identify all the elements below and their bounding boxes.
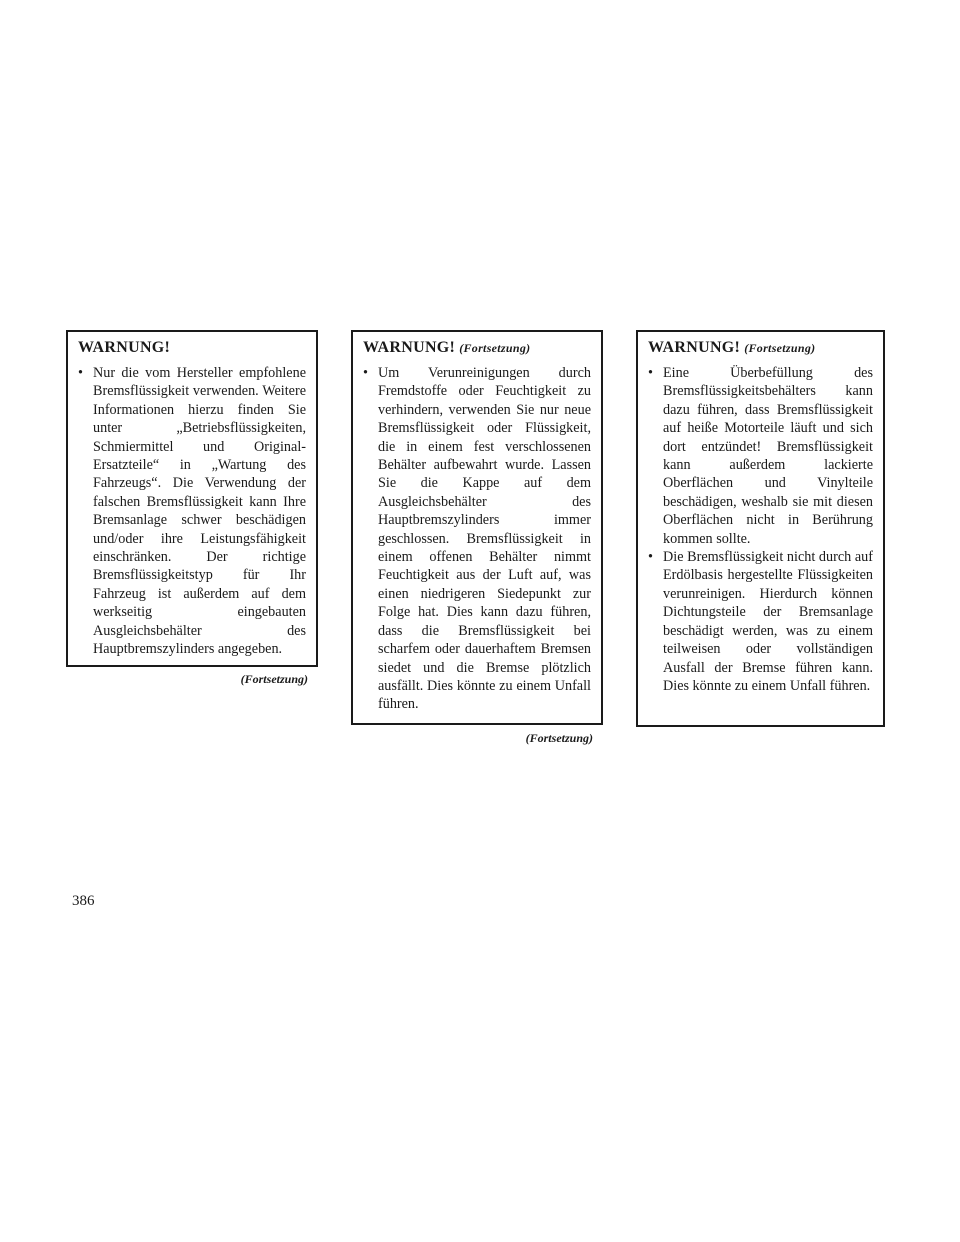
- warning-title: [78, 338, 306, 358]
- bullet-icon: •: [363, 365, 368, 381]
- warning-item: [648, 548, 873, 695]
- continued-note: (Fortsetzung): [525, 731, 593, 745]
- warning-item-text: Eine Überbefüllung des Bremsflüssigkeitsbehälters kann dazu führen, dass Bremsflüssigkeit auf heiße Motorteile läuft und sich dort entzündet! Bremsflüssigkeit kann außerdem lackierte Oberflächen und Vinylteile beschädigen, weshalb sie mit diesen Oberflächen nicht in Berührung kommen sollte.: [663, 365, 873, 547]
- warning-box-2: [351, 330, 603, 725]
- bullet-icon: •: [78, 365, 83, 381]
- bullet-icon: •: [648, 365, 653, 381]
- warning-item-text: Um Verunreinigungen durch Fremdstoffe oder Feuchtigkeit zu verhindern, verwenden Sie nur neue Bremsflüssigkeit oder Flüssigkeit, die in einem fest verschlossenen Behälter aufbewahrt wurde. Lassen Sie die Kappe auf dem Ausgleichsbehälter des Hauptbremszylinders immer geschlossen. Bremsflüssigkeit in einem offenen Behälter nimmt Feuchtigkeit aus der Luft auf, was einen niedrigeren Siedepunkt zur Folge hat. Dies kann dazu führen, dass die Bremsflüssigkeit bei scharfem oder dauerhaftem Bremsen siedet und die Bremse plötzlich ausfällt. Dies könnte zu einem Unfall führen.: [378, 365, 591, 713]
- warning-item-text: Nur die vom Hersteller empfohlene Bremsflüssigkeit verwenden. Weitere Informationen hierzu finden Sie unter „Betriebsflüssigkeiten, Schmiermittel und Original-Ersatzteile“ in „Wartung des Fahrzeugs“. Die Verwendung der falschen Bremsflüssigkeit kann Ihre Bremsanlage schwer beschädigen und/oder ihre Leistungsfähigkeit einschränken. Der richtige Bremsflüssigkeitstyp für Ihr Fahrzeug ist außerdem auf dem werkseitig eingebauten Ausgleichsbehälter des Hauptbremszylinders angegeben.: [93, 365, 306, 658]
- warning-box-1: [66, 330, 318, 667]
- warning-item: [648, 364, 873, 548]
- warning-box-3: [636, 330, 885, 727]
- warning-title-text: WARNUNG!: [363, 339, 456, 356]
- warning-title-continued: (Fortsetzung): [744, 341, 816, 355]
- page-number: 386: [72, 893, 95, 909]
- warning-title-text: WARNUNG!: [648, 339, 741, 356]
- warning-title-continued: (Fortsetzung): [459, 341, 531, 355]
- warning-item: [78, 364, 306, 659]
- warning-title: [363, 338, 591, 358]
- warning-title: [648, 338, 873, 358]
- warning-title-text: WARNUNG!: [78, 339, 171, 356]
- warning-item-text: Die Bremsflüssigkeit nicht durch auf Erdölbasis hergestellte Flüssigkeiten verunreinigen. Hierdurch können Dichtungsteile der Bremsanlage beschädigt werden, was zu einem teilweisen oder vollständigen Ausfall der Bremse führen kann. Dies könnte zu einem Unfall führen.: [663, 549, 873, 694]
- bullet-icon: •: [648, 549, 653, 566]
- warning-item: [363, 364, 591, 714]
- continued-note: (Fortsetzung): [240, 672, 308, 686]
